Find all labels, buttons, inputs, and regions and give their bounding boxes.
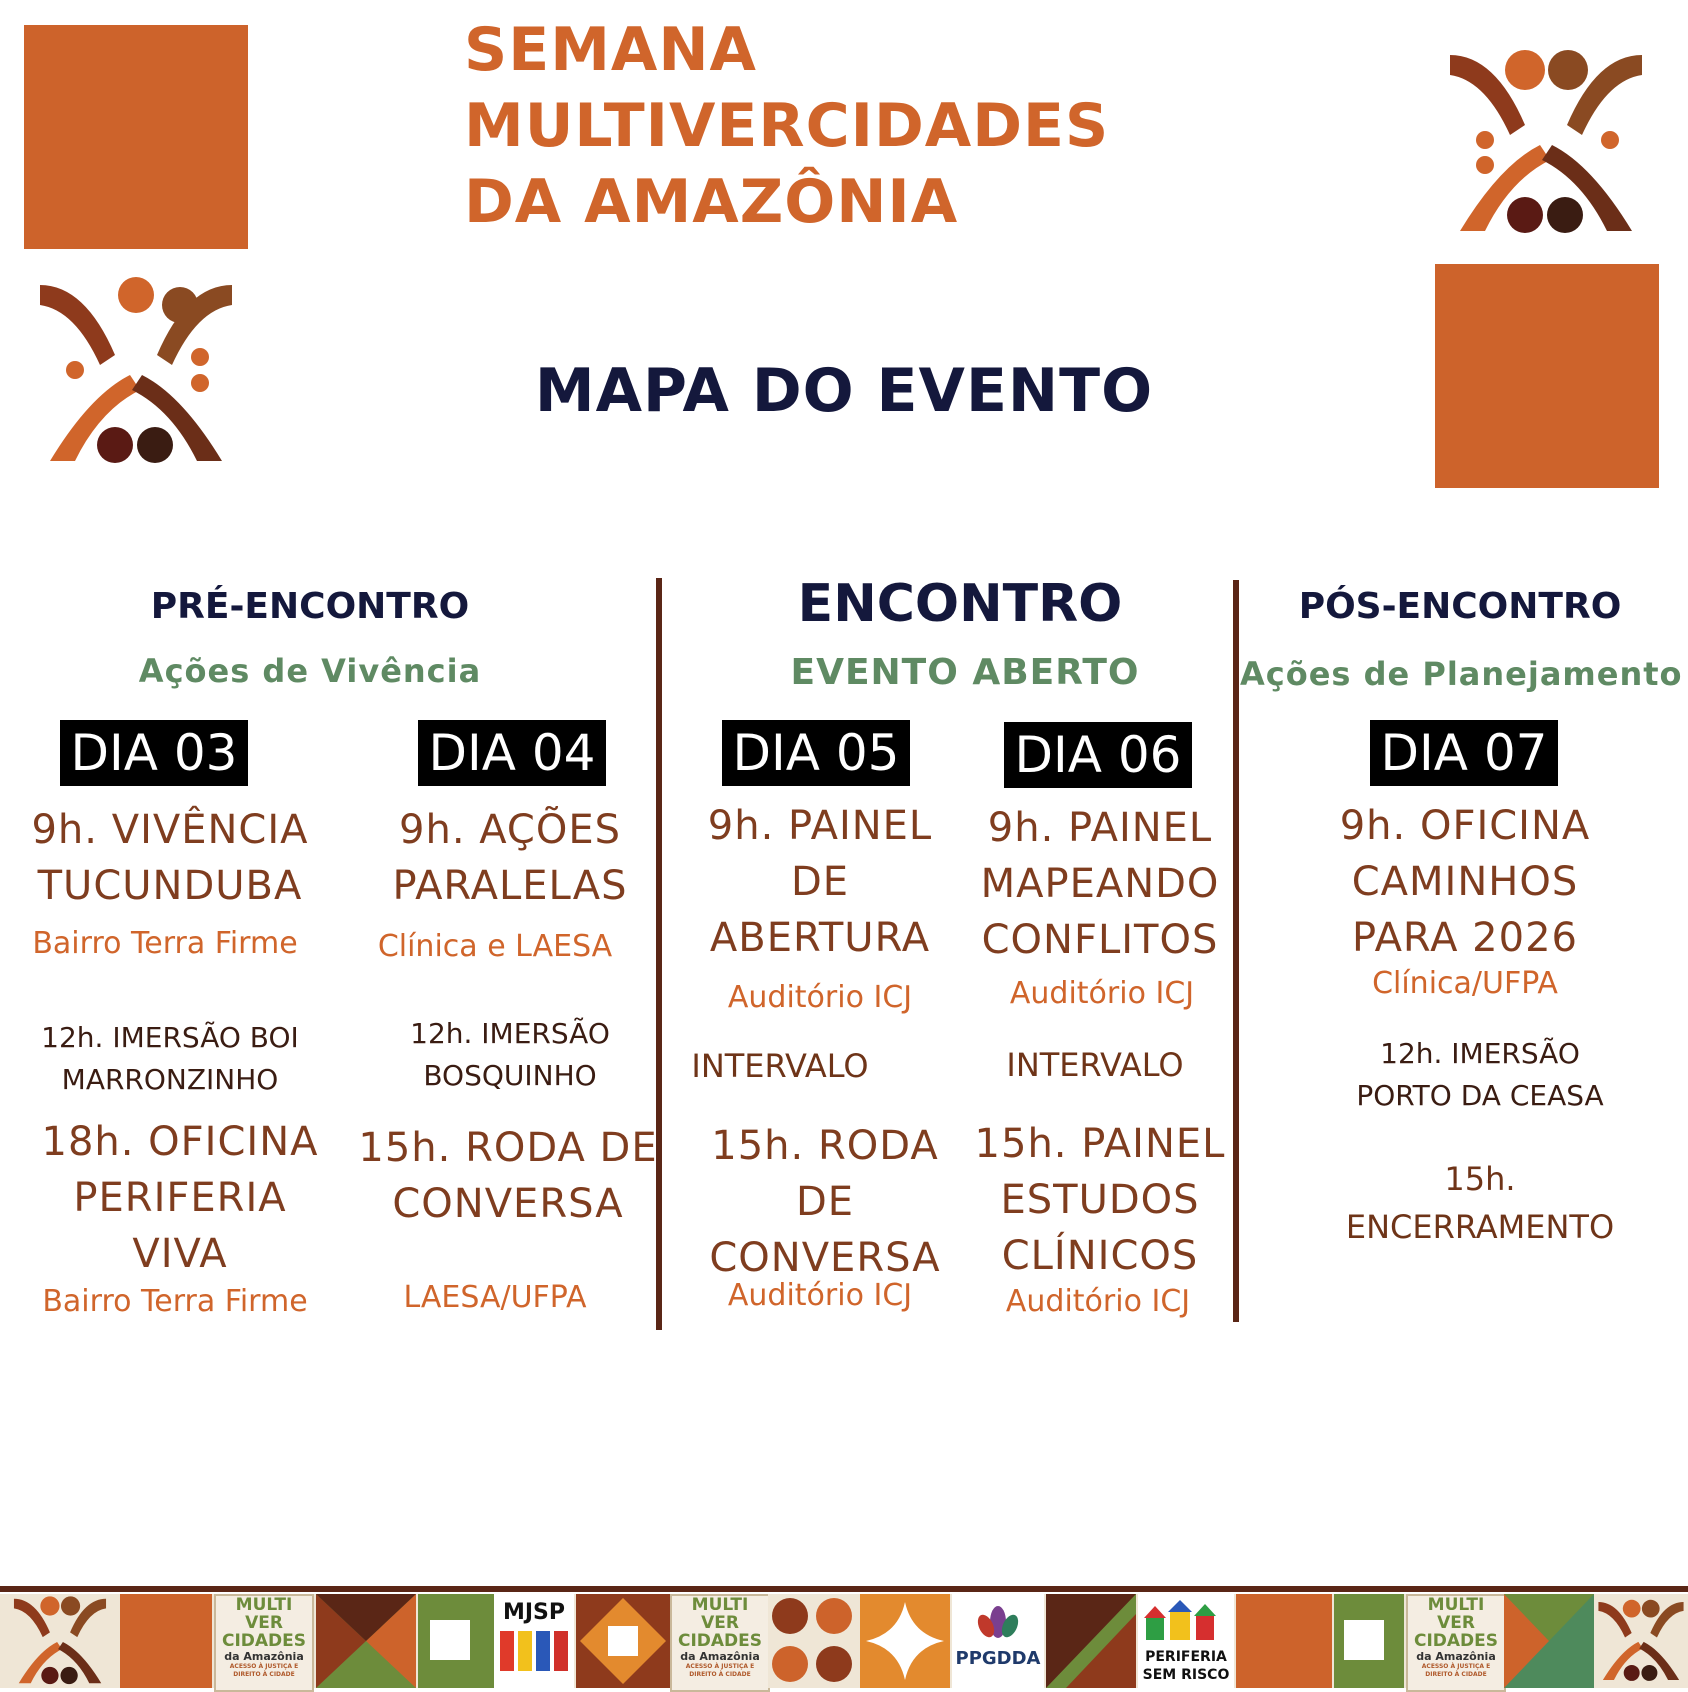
d04-afternoon-line-1: 15h. RODA DE: [358, 1125, 658, 1171]
day-badge-07: DIA 07: [1370, 720, 1558, 786]
event-title-line-3: DA AMAZÔNIA: [464, 167, 959, 237]
d06-morning-line-1: 9h. PAINEL: [987, 805, 1213, 851]
d07-noon-line-2: PORTO DA CEASA: [1356, 1079, 1604, 1112]
d05-morning-place: Auditório ICJ: [727, 980, 913, 1015]
footer-logo-ppgdda-text: PPGDDA: [955, 1648, 1041, 1669]
footer-logo-periferia-line-2: SEM RISCO: [1142, 1667, 1230, 1683]
footer-tile-orange-1: [120, 1594, 212, 1688]
footer-pattern-triangles-1: [316, 1594, 416, 1688]
section-title-main: ENCONTRO: [797, 574, 1123, 634]
d07-activity-morning: [1300, 798, 1630, 966]
d05-afternoon-place: Auditório ICJ: [727, 1278, 913, 1313]
d07-activity-closing: [1300, 1155, 1660, 1251]
day-badge-05: DIA 05: [722, 720, 910, 786]
divider-right: [1233, 580, 1239, 1322]
d03-noon-line-1: 12h. IMERSÃO BOI: [41, 1021, 299, 1054]
footer-logo-2-line-2: VER: [701, 1613, 739, 1633]
d05-morning-line-2: DE: [790, 859, 850, 905]
event-title-line-2: MULTIVERCIDADES: [464, 91, 1110, 161]
d04-afternoon-place: LAESA/UFPA: [403, 1280, 587, 1315]
footer-logo-multivercidades-3: [1406, 1594, 1506, 1692]
footer-logo-3-line-5: ACESSO À JUSTIÇA E DIREITO À CIDADE: [1421, 1663, 1491, 1678]
footer-divider: [0, 1586, 1688, 1592]
day-badge-04: DIA 04: [418, 720, 606, 786]
orange-square-top-left: [24, 25, 248, 249]
d04-noon-line-1: 12h. IMERSÃO: [410, 1017, 610, 1050]
footer-logo-3-line-4: da Amazônia: [1416, 1650, 1496, 1663]
d03-evening-place: Bairro Terra Firme: [42, 1284, 308, 1319]
footer-logo-mjsp: [494, 1594, 574, 1688]
footer-logo-multivercidades-2: [670, 1594, 770, 1692]
d05-morning-line-1: 9h. PAINEL: [707, 803, 933, 849]
footer-tile-white-square-2: [1344, 1620, 1384, 1660]
d03-evening-line-2: PERIFERIA: [73, 1175, 287, 1221]
d03-evening-line-1: 18h. OFICINA: [41, 1119, 319, 1165]
day-badge-03: DIA 03: [60, 720, 248, 786]
section-subtitle-pre: Ações de Vivência: [138, 652, 482, 690]
d06-afternoon-place: Auditório ICJ: [1005, 1284, 1191, 1319]
d07-morning-line-3: PARA 2026: [1352, 915, 1578, 961]
footer-logo-3-line-1: MULTI: [1427, 1595, 1485, 1615]
d04-activity-morning: [350, 802, 670, 914]
footer-tile-orange-2: [1236, 1594, 1332, 1688]
footer-logo-3-line-2: VER: [1437, 1613, 1475, 1633]
event-title: [464, 12, 1109, 240]
d07-noon-line-1: 12h. IMERSÃO: [1380, 1037, 1580, 1070]
d06-morning-line-3: CONFLITOS: [981, 917, 1219, 963]
footer-logo-periferia-line-1: PERIFERIA: [1145, 1649, 1227, 1665]
d06-activity-afternoon: [970, 1116, 1230, 1284]
d03-activity-morning: [10, 802, 330, 914]
d06-morning-line-2: MAPEANDO: [980, 861, 1220, 907]
d03-activity-evening: [20, 1114, 340, 1282]
d07-closing-line-2: ENCERRAMENTO: [1345, 1208, 1615, 1246]
page-subtitle: MAPA DO EVENTO: [534, 356, 1154, 426]
footer-emblem-left-icon: [4, 1594, 116, 1688]
d05-afternoon-line-2: CONVERSA: [709, 1235, 941, 1281]
d04-activity-noon: [350, 1013, 670, 1097]
d06-morning-place: Auditório ICJ: [1009, 976, 1195, 1011]
footer-pattern-diamond: [576, 1594, 670, 1688]
footer-logo-1-line-2: VER: [245, 1613, 283, 1633]
footer-logo-2-line-3: CIDADES: [677, 1631, 763, 1651]
footer-logo-1-line-3: CIDADES: [221, 1631, 307, 1651]
day-badge-06: DIA 06: [1004, 722, 1192, 788]
d06-activity-morning: [970, 800, 1230, 968]
footer-tile-white-square-1: [430, 1620, 470, 1660]
section-title-post: PÓS-ENCONTRO: [1298, 586, 1622, 627]
d07-morning-place: Clínica/UFPA: [1372, 966, 1558, 1001]
d07-closing-line-1: 15h.: [1444, 1160, 1516, 1198]
d03-morning-line-1: 9h. VIVÊNCIA: [31, 807, 309, 853]
footer-logo-ppgdda: [952, 1594, 1044, 1688]
d04-activity-afternoon: [358, 1120, 658, 1232]
d03-evening-line-3: VIVA: [132, 1231, 228, 1277]
d06-break: INTERVALO: [1006, 1046, 1184, 1084]
multivercidades-emblem-right: [1440, 45, 1652, 241]
footer-logo-multivercidades-1: [214, 1594, 314, 1692]
footer-emblem-right-icon: [1594, 1594, 1688, 1688]
d06-afternoon-line-3: CLÍNICOS: [1001, 1233, 1199, 1279]
d06-afternoon-line-1: 15h. PAINEL: [974, 1121, 1226, 1167]
d07-morning-line-2: CAMINHOS: [1351, 859, 1579, 905]
d03-activity-noon: [10, 1017, 330, 1101]
d04-afternoon-line-2: CONVERSA: [392, 1181, 624, 1227]
footer-pattern-triangles-3: [1504, 1594, 1594, 1688]
d05-break: INTERVALO: [691, 1047, 869, 1085]
footer-logo-2-line-4: da Amazônia: [680, 1650, 760, 1663]
section-subtitle-post: Ações de Planejamento: [1240, 655, 1683, 693]
d05-activity-morning: [680, 798, 960, 966]
d05-afternoon-line-1: 15h. RODA DE: [711, 1123, 939, 1225]
d04-morning-line-2: PARALELAS: [392, 863, 628, 909]
footer-logo-1-line-1: MULTI: [235, 1595, 293, 1615]
d03-noon-line-2: MARRONZINHO: [61, 1063, 279, 1096]
d05-morning-line-3: ABERTURA: [709, 915, 931, 961]
footer-pattern-triangles-2: [1046, 1594, 1136, 1688]
footer-logo-1-line-5: ACESSO À JUSTIÇA E DIREITO À CIDADE: [229, 1663, 299, 1678]
d05-activity-afternoon: [680, 1118, 970, 1286]
d03-morning-place: Bairro Terra Firme: [32, 926, 298, 961]
footer-logo-3-line-3: CIDADES: [1413, 1631, 1499, 1651]
footer-logo-1-line-4: da Amazônia: [224, 1650, 304, 1663]
section-title-pre: PRÉ-ENCONTRO: [150, 586, 470, 627]
d07-activity-noon: [1300, 1033, 1660, 1117]
event-title-line-1: SEMANA: [464, 15, 757, 85]
ppgdda-lotus-icon: [952, 1594, 1044, 1644]
d04-noon-line-2: BOSQUINHO: [423, 1059, 597, 1092]
footer-pattern-star: [860, 1594, 950, 1688]
d03-morning-line-2: TUCUNDUBA: [37, 863, 303, 909]
footer-pattern-circles: [768, 1594, 858, 1688]
houses-icon: [1138, 1594, 1234, 1644]
footer-logo-mjsp-text: MJSP: [502, 1600, 566, 1625]
section-subtitle-main: EVENTO ABERTO: [790, 652, 1140, 693]
d06-afternoon-line-2: ESTUDOS: [1000, 1177, 1200, 1223]
d07-morning-line-1: 9h. OFICINA: [1339, 803, 1591, 849]
d04-morning-place: Clínica e LAESA: [377, 929, 613, 964]
footer-logo-periferia-sem-risco: [1138, 1594, 1234, 1688]
mjsp-flag-icon: [494, 1625, 574, 1679]
footer-logo-2-line-5: ACESSO À JUSTIÇA E DIREITO À CIDADE: [685, 1663, 755, 1678]
d04-morning-line-1: 9h. AÇÕES: [399, 807, 621, 853]
footer-logo-2-line-1: MULTI: [691, 1595, 749, 1615]
